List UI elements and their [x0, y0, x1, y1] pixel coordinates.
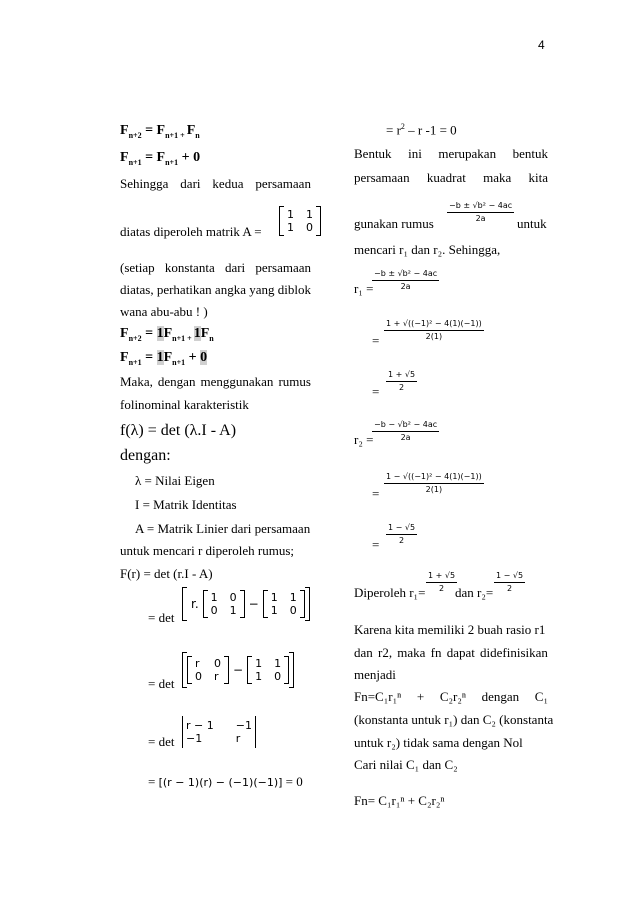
equation-fn1-highlighted: $F_{n+1} = 1F_{n+1} + 0$ [120, 350, 208, 367]
definition-matrix: A = Matrik Linier dari persamaan [135, 521, 311, 536]
right-paragraph-2-line-1: Karena kita memiliki 2 buah rasio r1 [354, 622, 546, 637]
r2-fraction-3: $\frac{1 - √5}{2}$ [388, 523, 416, 545]
definition-matrix-cont: untuk mencari r diperoleh rumus; [120, 543, 295, 558]
fn-definition-line: Fn=C₁r₁ⁿ + C₂r₂ⁿ dengan C₁ [354, 689, 548, 704]
right-paragraph-2-line-2: dan r2, maka fn dapat didefinisikan [354, 645, 548, 660]
paragraph-1-line-1: Sehingga dari kedua persamaan [120, 176, 311, 191]
r2-eq-1: = [372, 486, 380, 501]
det-step-3: r − 1 −1 −1 r [182, 716, 256, 748]
characteristic-polynomial: f(λ) = det (λ.I - A) [120, 422, 237, 439]
right-paragraph-3-line-1: (konstanta untuk r₁) dan C₂ (konstanta [354, 712, 554, 727]
equation-fn2-highlighted: $F_{n+2} = 1F_{n+1 +}$ $1F_n$ [120, 326, 214, 343]
matrix-a: 1 1 1 0 [279, 206, 321, 236]
det-label-1: = det [148, 610, 175, 625]
det-label-3: = det [148, 734, 175, 749]
right-paragraph-1-line-4: mencari r₁ dan r₂. Sehingga, [354, 242, 501, 257]
r1-eq-2: = [372, 384, 380, 399]
equation-fn2: $F_{n+2} = F_{n+1 +}$ $F_n$ [120, 123, 200, 140]
definition-lambda: λ = Nilai Eigen [135, 473, 215, 488]
r2-result: $\frac{1 - √5}{2}$ [496, 571, 524, 593]
dengan-label: dengan: [120, 447, 171, 464]
r2-fraction-2: $\frac{\text{1 − √((−1)² − 4(1)(−1))}}{2(1)}$ [386, 472, 482, 494]
r1-fraction-2: $\frac{\text{1 + √((−1)² − 4(1)(−1))}}{2(1)}$ [386, 319, 482, 341]
det-step-1: r. 1 0 0 1 − 1 1 1 0 [182, 587, 310, 621]
fn-final-formula: Fn= C₁r₁ⁿ + C₂r₂ⁿ [354, 793, 445, 808]
r1-fraction-3: $\frac{1 + √5}{2}$ [388, 370, 416, 392]
fr-formula: F(r) = det (r.I - A) [120, 566, 213, 581]
det-step-2: r 0 0 r − 1 1 1 0 [182, 652, 294, 688]
paragraph-1-line-2: diatas diperoleh matrik A = [120, 224, 262, 239]
page-number: 4 [538, 38, 545, 52]
right-paragraph-3-line-2: untuk r₂) tidak sama dengan Nol [354, 735, 523, 750]
diperoleh-r1: Diperoleh r₁= [354, 585, 426, 600]
right-paragraph-1-line-3a: gunakan rumus [354, 216, 434, 231]
right-paragraph-1-line-1: Bentuk ini merupakan bentuk [354, 146, 548, 161]
det-label-2: = det [148, 676, 175, 691]
r1-eq-1: = [372, 333, 380, 348]
paragraph-2-line-1: (setiap konstanta dari persamaan [120, 260, 311, 275]
r2-fraction-1: $\frac{\text{−b − √b² − 4ac}}{2a}$ [374, 420, 438, 442]
diperoleh-r2: dan r₂= [455, 585, 494, 600]
quadratic-formula: $\frac{\text{−b ± √b² − 4ac}}{2a}$ [449, 201, 513, 223]
r2-eq-2: = [372, 537, 380, 552]
r2-label: r₂ = [354, 432, 374, 447]
paragraph-3-line-1: Maka, dengan menggunakan rumus [120, 374, 311, 389]
right-paragraph-1-line-2: persamaan kuadrat maka kita [354, 170, 548, 185]
paragraph-2-line-2: diatas, perhatikan angka yang diblok [120, 282, 311, 297]
right-paragraph-2-line-3: menjadi [354, 667, 396, 682]
definition-identity: I = Matrik Identitas [135, 497, 237, 512]
paragraph-3-line-2: folinominal karakteristik [120, 397, 249, 412]
equation-fn1: $F_{n+1} = F_{n+1} + 0$ [120, 150, 201, 167]
det-step-4: = [(r − 1)(r) − (−1)(−1)] = 0 [148, 774, 303, 789]
r1-fraction-1: $\frac{\text{−b ± √b² − 4ac}}{2a}$ [374, 269, 438, 291]
r1-label: r₁ = [354, 281, 374, 296]
right-paragraph-3-line-3: Cari nilai C₁ dan C₂ [354, 757, 458, 772]
r1-result: $\frac{1 + √5}{2}$ [428, 571, 456, 593]
paragraph-2-line-3: wana abu-abu ! ) [120, 304, 208, 319]
quadratic-equation: = $r^2$ – r -1 = 0 [386, 122, 457, 138]
right-paragraph-1-line-3b: untuk [517, 216, 547, 231]
